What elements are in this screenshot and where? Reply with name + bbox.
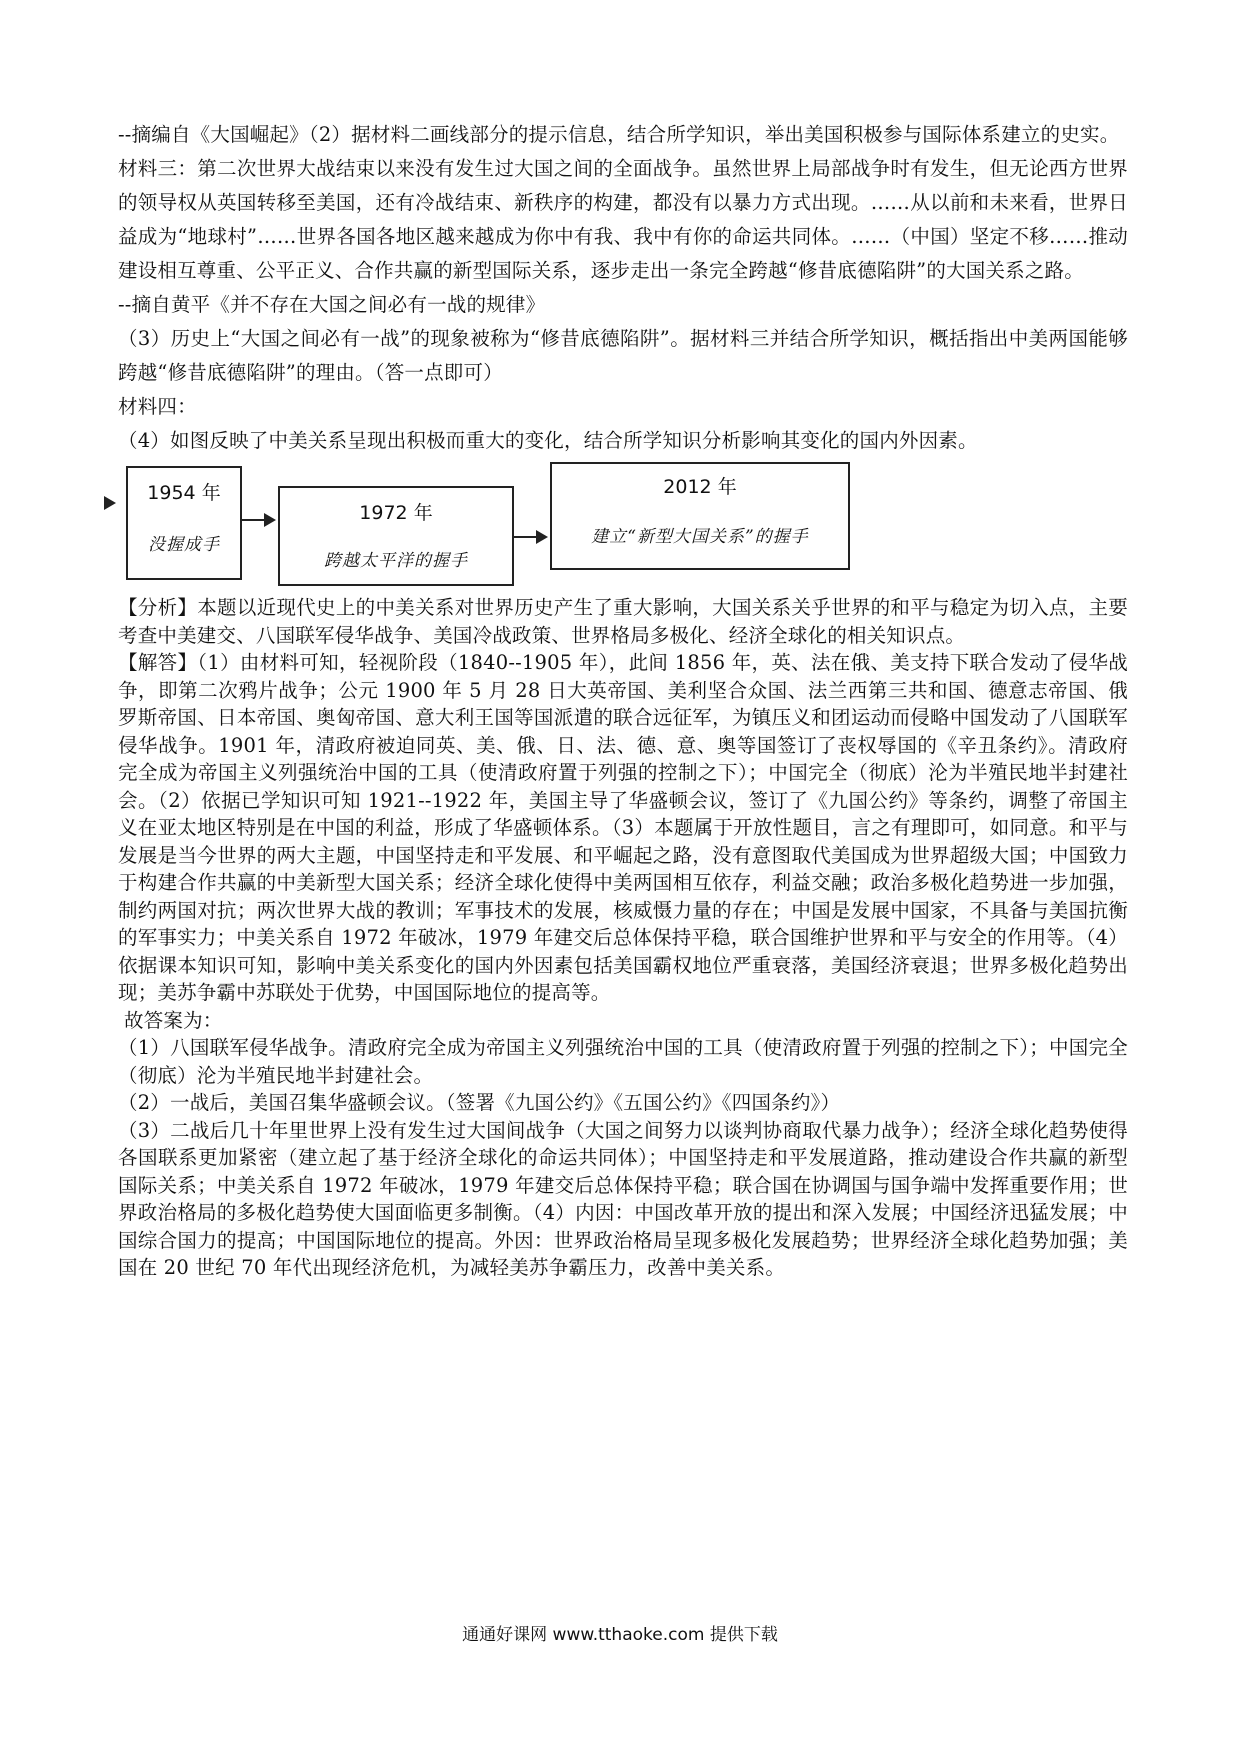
analysis-section: 【分析】本题以近现代史上的中美关系对世界历史产生了重大影响，大国关系关乎世界的和平与稳定为切入点，主要考查中美建交、八国联军侵华战争、美国冷战政策、世界格局多极化、经济全球化的相关知识点。 bbox=[118, 596, 1128, 647]
material-three: 材料三：第二次世界大战结束以来没有发生过大国之间的全面战争。虽然世界上局部战争时有发生，但无论西方世界的领导权从英国转移至美国，还有冷战结束、新秩序的构建，都没有以暴力方式出现。……从以前和未来看，世界日益成为“地球村”……世界各国各地区越来越成为你中有我、我中有你的命运共同体。……（中国）坚定不移……推动建设相互尊重、公平正义、合作共赢的新型国际关系，逐步走出一条完全跨越“修昔底德陷阱”的大国关系之路。 bbox=[118, 157, 1128, 282]
diagram-year-2012: 2012 年 bbox=[663, 476, 737, 498]
diagram-box-1972 bbox=[278, 486, 514, 586]
analysis-and-answers bbox=[118, 594, 1128, 1282]
diagram-caption-1972: 跨越太平洋的握手 bbox=[324, 551, 468, 571]
leading-arrow-stub bbox=[108, 502, 114, 504]
source-note-question-2: --摘编自《大国崛起》（2）据材料二画线部分的提示信息，结合所学知识，举出美国积极参与国际体系建立的史实。 bbox=[118, 123, 1120, 146]
solution-section: 【解答】（1）由材料可知，轻视阶段（1840--1905 年），此间 1856 年，英、法在俄、美支持下联合发动了侵华战争，即第二次鸦片战争；公元 1900 年 5 月 28 日大英帝国、美利坚合众国、法兰西第三共和国、德意志帝国、俄罗斯帝国、日本帝国、奥匈帝国、意大利王国等国派遣的联合远征军，为镇压义和团运动而侵略中国发动了八国联军侵华战争。1901 年，清政府被迫同英、美、俄、日、法、德、意、奥等国签订了丧权辱国的《辛丑条约》。清政府完全成为帝国主义列强统治中国的工具（使清政府置于列强的控制之下）；中国完全（彻底）沦为半殖民地半封建社会。（2）依据已学知识可知 1921--1922 年，美国主导了华盛顿会议，签订了《九国公约》等条约，调整了帝国主义在亚太地区特别是在中国的利益，形成了华盛顿体系。（3）本题属于开放性题目，言之有理即可，如同意。和平与发展是当今世界的两大主题，中国坚持走和平发展、和平崛起之路，没有意图取代美国成为世界超级大国；中国致力于构建合作共赢的中美新型大国关系；经济全球化使得中美两国相互依存，利益交融；政治多极化趋势进一步加强，制约两国对抗；两次世界大战的教训；军事技术的发展，核威慑力量的存在；中国是发展中国家，不具备与美国抗衡的军事实力；中美关系自 1972 年破冰，1979 年建交后总体保持平稳，联合国维护世界和平与安全的作用等。（4）依据课本知识可知，影响中美关系变化的国内外因素包括美国霸权地位严重衰落，美国经济衰退；世界多极化趋势出现；美苏争霸中苏联处于优势，中国国际地位的提高等。 bbox=[118, 651, 1128, 1004]
answer-2: （2）一战后，美国召集华盛顿会议。（签署《九国公约》《五国公约》《四国条约》） bbox=[118, 1091, 841, 1114]
question-3: （3）历史上“大国之间必有一战”的现象被称为“修昔底德陷阱”。据材料三并结合所学知识，概括指出中美两国能够跨越“修昔底德陷阱”的理由。（答一点即可） bbox=[118, 327, 1128, 384]
material-four-label: 材料四： bbox=[118, 395, 197, 418]
page-footer: 通通好课网 www.tthaoke.com 提供下载 bbox=[462, 1625, 778, 1645]
relations-diagram bbox=[118, 466, 1128, 584]
arrow-1972-2012 bbox=[512, 536, 546, 538]
answer-heading: 故答案为： bbox=[124, 1008, 223, 1032]
diagram-year-1972: 1972 年 bbox=[359, 502, 433, 524]
diagram-year-1954: 1954 年 bbox=[147, 482, 221, 504]
document-page bbox=[118, 118, 1128, 1282]
answer-3-4: （3）二战后几十年里世界上没有发生过大国间战争（大国之间努力以谈判协商取代暴力战争）；经济全球化趋势使得各国联系更加紧密（建立起了基于经济全球化的命运共同体）；中国坚持走和平发展道路，推动建设合作共赢的新型国际关系；中美关系自 1972 年破冰，1979 年建交后总体保持平稳；联合国在协调国与国争端中发挥重要作用；世界政治格局的多极化趋势使大国面临更多制衡。（4）内因：中国改革开放的提出和深入发展；中国经济迅猛发展；中国综合国力的提高；中国国际地位的提高。外因：世界政治格局呈现多极化发展趋势；世界经济全球化趋势加强；美国在 20 世纪 70 年代出现经济危机，为减轻美苏争霸压力，改善中美关系。 bbox=[118, 1118, 1128, 1279]
source-note-material-three: --摘自黄平《并不存在大国之间必有一战的规律》 bbox=[118, 293, 546, 316]
diagram-caption-1954: 没握成手 bbox=[148, 535, 220, 555]
diagram-caption-2012: 建立“新型大国关系”的握手 bbox=[591, 527, 809, 547]
answer-1: （1）八国联军侵华战争。清政府完全成为帝国主义列强统治中国的工具（使清政府置于列强的控制之下）；中国完全（彻底）沦为半殖民地半封建社会。 bbox=[118, 1036, 1128, 1087]
arrow-1954-1972 bbox=[240, 519, 274, 521]
diagram-box-2012 bbox=[550, 462, 850, 570]
diagram-box-1954 bbox=[126, 466, 242, 580]
question-4: （4）如图反映了中美关系呈现出积极而重大的变化，结合所学知识分析影响其变化的国内外因素。 bbox=[118, 429, 978, 452]
